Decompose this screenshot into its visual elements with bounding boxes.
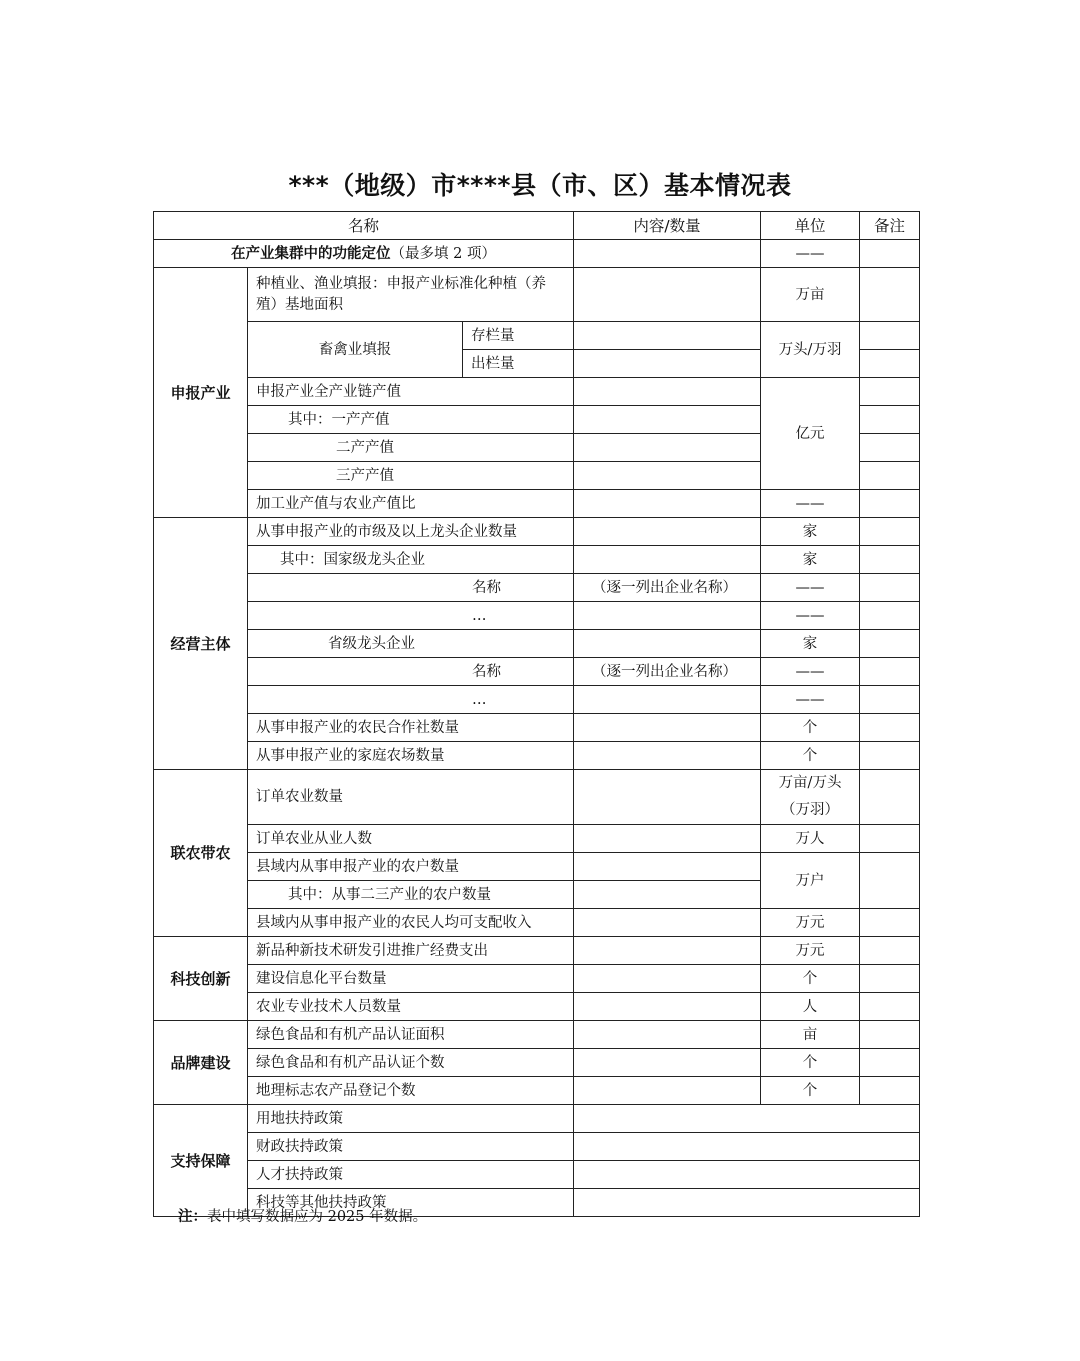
unit-cell: 万头/万羽 xyxy=(761,322,860,378)
table-row xyxy=(154,602,920,630)
table-row xyxy=(154,825,920,853)
content-cell[interactable] xyxy=(574,1161,920,1189)
remark-cell[interactable] xyxy=(860,853,920,909)
remark-cell[interactable] xyxy=(860,462,920,490)
row-label: 财政扶持政策 xyxy=(248,1133,574,1161)
table-row xyxy=(154,268,920,322)
remark-cell[interactable] xyxy=(860,518,920,546)
content-cell[interactable] xyxy=(574,993,761,1021)
table-row xyxy=(154,574,920,602)
row-label: 建设信息化平台数量 xyxy=(248,965,574,993)
content-cell[interactable] xyxy=(574,881,761,909)
content-cell[interactable] xyxy=(574,630,761,658)
section-label-brand: 品牌建设 xyxy=(154,1021,248,1105)
row-label: … xyxy=(248,686,574,714)
row-label: 名称 xyxy=(248,574,574,602)
table-row xyxy=(154,742,920,770)
header-unit: 单位 xyxy=(761,212,860,240)
unit-cell: 人 xyxy=(761,993,860,1021)
remark-cell[interactable] xyxy=(860,546,920,574)
content-cell[interactable] xyxy=(574,1049,761,1077)
unit-cell: —— xyxy=(761,658,860,686)
row-label: 从事申报产业的农民合作社数量 xyxy=(248,714,574,742)
unit-cell: —— xyxy=(761,686,860,714)
unit-cell: 亩 xyxy=(761,1021,860,1049)
table-row xyxy=(154,490,920,518)
footnote-prefix: 注： xyxy=(178,1209,207,1225)
remark-cell[interactable] xyxy=(860,406,920,434)
row-label: 订单农业数量 xyxy=(248,770,574,825)
content-cell[interactable] xyxy=(574,322,761,350)
unit-cell: 家 xyxy=(761,518,860,546)
table-row xyxy=(154,546,920,574)
unit-cell: 万元 xyxy=(761,909,860,937)
row-label: 名称 xyxy=(248,658,574,686)
remark-cell[interactable] xyxy=(860,630,920,658)
remark-cell[interactable] xyxy=(860,378,920,406)
table-row xyxy=(154,1105,920,1133)
row-label: 县域内从事申报产业的农民人均可支配收入 xyxy=(248,909,574,937)
remark-cell[interactable] xyxy=(860,322,920,350)
content-cell[interactable] xyxy=(574,1189,920,1217)
table-row xyxy=(154,1049,920,1077)
table-row xyxy=(154,909,920,937)
unit-cell: 个 xyxy=(761,1077,860,1105)
content-cell[interactable] xyxy=(574,714,761,742)
unit-cell: 家 xyxy=(761,630,860,658)
content-cell[interactable]: （逐一列出企业名称） xyxy=(574,574,761,602)
content-cell[interactable] xyxy=(574,434,761,462)
content-cell[interactable] xyxy=(574,462,761,490)
table-row xyxy=(154,518,920,546)
row-label: 人才扶持政策 xyxy=(248,1161,574,1189)
content-cell[interactable] xyxy=(574,965,761,993)
remark-cell[interactable] xyxy=(860,268,920,322)
remark-cell[interactable] xyxy=(860,965,920,993)
row-label: 申报产业全产业链产值 xyxy=(248,378,574,406)
content-cell[interactable] xyxy=(574,1077,761,1105)
row-label: 县域内从事申报产业的农户数量 xyxy=(248,853,574,881)
table-row xyxy=(154,770,920,825)
row-label: 从事申报产业的市级及以上龙头企业数量 xyxy=(248,518,574,546)
row-label: … xyxy=(248,602,574,630)
table-row xyxy=(154,378,920,406)
remark-cell[interactable] xyxy=(860,742,920,770)
row-label: 从事申报产业的家庭农场数量 xyxy=(248,742,574,770)
position-label: 在产业集群中的功能定位 xyxy=(231,245,391,262)
page-title: ***（地级）市****县（市、区）基本情况表 xyxy=(288,171,792,200)
content-cell[interactable]: （逐一列出企业名称） xyxy=(574,658,761,686)
table-row xyxy=(154,1133,920,1161)
row-label: 新品种新技术研发引进推广经费支出 xyxy=(248,937,574,965)
row-label: 科技等其他扶持政策 xyxy=(248,1189,574,1217)
table-row xyxy=(154,240,920,268)
row-label: 用地扶持政策 xyxy=(248,1105,574,1133)
remark-cell[interactable] xyxy=(860,490,920,518)
unit-cell: 万人 xyxy=(761,825,860,853)
table-header-row xyxy=(154,212,920,240)
section-label-tech: 科技创新 xyxy=(154,937,248,1021)
table-row xyxy=(154,714,920,742)
row-sublabel: 存栏量 xyxy=(463,322,574,350)
content-cell[interactable] xyxy=(574,490,761,518)
content-cell[interactable] xyxy=(574,1021,761,1049)
section-label-operators: 经营主体 xyxy=(154,518,248,770)
remark-cell[interactable] xyxy=(860,993,920,1021)
remark-cell[interactable] xyxy=(860,434,920,462)
row-label: 其中：一产产值 xyxy=(248,406,574,434)
unit-cell: 万亩 xyxy=(761,268,860,322)
unit-cell: 个 xyxy=(761,965,860,993)
content-cell[interactable] xyxy=(574,350,761,378)
unit-cell: 亿元 xyxy=(761,378,860,490)
remark-cell[interactable] xyxy=(860,937,920,965)
unit-cell: 家 xyxy=(761,546,860,574)
content-cell[interactable] xyxy=(574,825,761,853)
table-row xyxy=(154,1077,920,1105)
table-row xyxy=(154,630,920,658)
row-label: 绿色食品和有机产品认证面积 xyxy=(248,1021,574,1049)
remark-cell[interactable] xyxy=(860,714,920,742)
content-cell[interactable] xyxy=(574,240,761,268)
section-label-linkage: 联农带农 xyxy=(154,770,248,937)
row-sublabel: 出栏量 xyxy=(463,350,574,378)
remark-cell[interactable] xyxy=(860,658,920,686)
table-row xyxy=(154,686,920,714)
row-label: 三产产值 xyxy=(248,462,574,490)
unit-cell xyxy=(761,770,860,825)
remark-cell[interactable] xyxy=(860,1049,920,1077)
footnote-text: 表中填写数据应为 2025 年数据。 xyxy=(207,1209,428,1225)
table-row xyxy=(154,1161,920,1189)
section-label-support: 支持保障 xyxy=(154,1105,248,1217)
content-cell[interactable] xyxy=(574,406,761,434)
content-cell[interactable] xyxy=(574,518,761,546)
content-cell[interactable] xyxy=(574,1133,920,1161)
unit-cell: 万元 xyxy=(761,937,860,965)
position-label-cell xyxy=(154,240,574,268)
remark-cell[interactable] xyxy=(860,686,920,714)
unit-line-1: 万亩/万头 xyxy=(778,775,842,791)
row-label: 其中：从事二三产业的农户数量 xyxy=(248,881,574,909)
row-label: 畜禽业填报 xyxy=(248,322,463,378)
content-cell[interactable] xyxy=(574,853,761,881)
remark-cell[interactable] xyxy=(860,602,920,630)
unit-cell: —— xyxy=(761,574,860,602)
content-cell[interactable] xyxy=(574,909,761,937)
header-content: 内容/数量 xyxy=(574,212,761,240)
content-cell[interactable] xyxy=(574,770,761,825)
row-label: 其中：国家级龙头企业 xyxy=(248,546,574,574)
unit-cell: —— xyxy=(761,602,860,630)
header-remark: 备注 xyxy=(860,212,920,240)
table-row xyxy=(154,1021,920,1049)
remark-cell[interactable] xyxy=(860,825,920,853)
unit-cell: —— xyxy=(761,240,860,268)
content-cell[interactable] xyxy=(574,378,761,406)
unit-cell: 个 xyxy=(761,714,860,742)
table-row xyxy=(154,853,920,881)
content-cell[interactable] xyxy=(574,742,761,770)
row-label: 绿色食品和有机产品认证个数 xyxy=(248,1049,574,1077)
remark-cell[interactable] xyxy=(860,1021,920,1049)
remark-cell[interactable] xyxy=(860,350,920,378)
row-label: 加工业产值与农业产值比 xyxy=(248,490,574,518)
row-label: 农业专业技术人员数量 xyxy=(248,993,574,1021)
unit-cell: 个 xyxy=(761,742,860,770)
info-table xyxy=(153,211,920,1217)
row-label: 地理标志农产品登记个数 xyxy=(248,1077,574,1105)
header-name: 名称 xyxy=(154,212,574,240)
unit-cell: 万户 xyxy=(761,853,860,909)
remark-cell[interactable] xyxy=(860,909,920,937)
section-label-report: 申报产业 xyxy=(154,268,248,518)
content-cell[interactable] xyxy=(574,602,761,630)
unit-cell: —— xyxy=(761,490,860,518)
table-row xyxy=(154,322,920,350)
unit-line-2: （万羽） xyxy=(781,802,840,818)
content-cell[interactable] xyxy=(574,686,761,714)
remark-cell[interactable] xyxy=(860,1077,920,1105)
position-hint: （最多填 2 项） xyxy=(390,245,496,262)
table-row xyxy=(154,658,920,686)
remark-cell[interactable] xyxy=(860,770,920,825)
footnote xyxy=(178,1205,427,1226)
remark-cell[interactable] xyxy=(860,574,920,602)
content-cell[interactable] xyxy=(574,937,761,965)
table-row xyxy=(154,965,920,993)
row-label: 二产产值 xyxy=(248,434,574,462)
content-cell[interactable] xyxy=(574,268,761,322)
content-cell[interactable] xyxy=(574,1105,920,1133)
table-row xyxy=(154,937,920,965)
table-row xyxy=(154,993,920,1021)
content-cell[interactable] xyxy=(574,546,761,574)
remark-cell[interactable] xyxy=(860,240,920,268)
row-label: 种植业、渔业填报：申报产业标准化种植（养殖）基地面积 xyxy=(248,268,574,322)
row-label: 订单农业从业人数 xyxy=(248,825,574,853)
unit-cell: 个 xyxy=(761,1049,860,1077)
row-label: 省级龙头企业 xyxy=(248,630,574,658)
